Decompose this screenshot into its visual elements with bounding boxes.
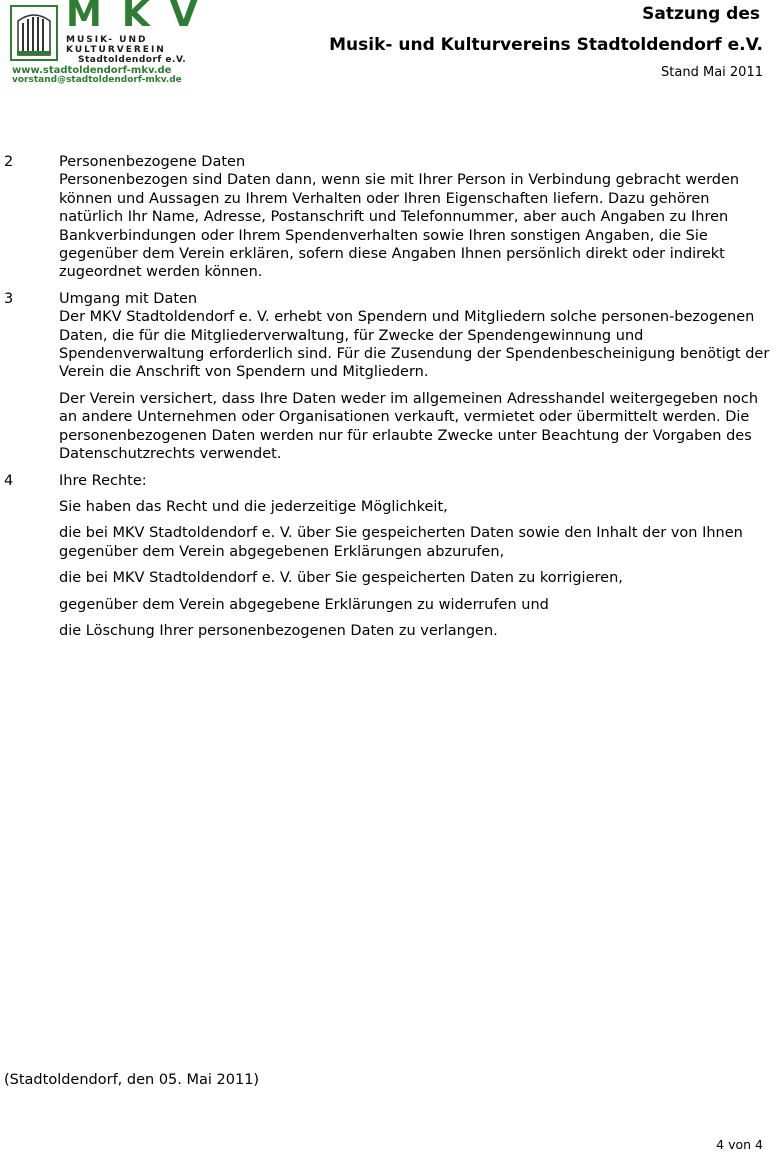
section-paragraph: die Löschung Ihrer personenbezogenen Daten zu verlangen.	[59, 622, 498, 639]
section-content	[59, 472, 770, 641]
document-title-line1: Satzung des	[642, 4, 760, 24]
logo-line-2: KULTURVEREIN	[66, 45, 166, 55]
page-number: 4 von 4	[716, 1137, 763, 1152]
section-paragraph: die bei MKV Stadtoldendorf e. V. über Sie gespeicherten Daten zu korrigieren,	[59, 570, 623, 587]
section-content	[59, 290, 770, 464]
section-4	[4, 472, 770, 641]
section-heading: Ihre Rechte:	[59, 472, 147, 489]
building-icon	[10, 5, 58, 61]
logo-website: www.stadtoldendorf-mkv.de	[12, 65, 172, 76]
document-body	[4, 153, 770, 648]
club-logo	[8, 0, 218, 85]
section-paragraph: Personenbezogen sind Daten dann, wenn sie mit Ihrer Person in Verbindung gebracht werden können und Aussagen zu Ihrem Verhalten oder Ihren Eigenschaften liefern. Dazu gehören natürlich Ihr Name, Adresse, Postanschrift und Telefonnummer, aber auch Angaben zu Ihren Bankverbindungen oder Ihrem Spendenverhalten sowie Ihren sonstigen Angaben, die Sie gegenüber dem Verein erklären, sofern diese Angaben Ihnen persönlich direkt oder indirekt zugeordnet werden können.	[59, 172, 740, 281]
section-content	[59, 153, 770, 282]
document-title-line2: Musik- und Kulturvereins Stadtoldendorf e.V.	[329, 35, 763, 55]
section-number: 3	[4, 290, 14, 307]
logo-letters: MKV	[66, 0, 218, 35]
logo-email: vorstand@stadtoldendorf-mkv.de	[12, 75, 182, 85]
section-2	[4, 153, 770, 282]
section-heading: Personenbezogene Daten	[59, 154, 246, 170]
section-paragraph: Der MKV Stadtoldendorf e. V. erhebt von Spendern und Mitgliedern solche personen-bezogenen Daten, die für die Mitgliederverwaltung, für Zwecke der Spendengewinnung und Spendenverwaltung erforderlich sind. Für die Zusendung der Spendenbescheinigung benötigt der Verein die Anschrift von Spendern und Mitgliedern.	[59, 309, 770, 381]
section-number: 2	[4, 154, 14, 170]
section-paragraph: die bei MKV Stadtoldendorf e. V. über Sie gespeicherten Daten sowie den Inhalt der von Ihnen gegenüber dem Verein abgegebenen Erklärungen abzurufen,	[59, 525, 743, 560]
logo-line-1: MUSIK- UND	[66, 35, 148, 45]
section-paragraph: gegenüber dem Verein abgegebene Erklärungen zu widerrufen und	[59, 596, 549, 613]
section-3	[4, 290, 770, 464]
place-and-date: (Stadtoldendorf, den 05. Mai 2011)	[4, 1072, 260, 1088]
section-paragraph: Der Verein versichert, dass Ihre Daten weder im allgemeinen Adresshandel weitergegeben noch an andere Unternehmen oder Organisationen verkauft, vermietet oder übermittelt werden. Die personenbezogenen Daten werden nur für erlaubte Zwecke unter Beachtung der Vorgaben des Datenschutzrechts verwendet.	[59, 390, 759, 463]
document-version: Stand Mai 2011	[661, 65, 763, 80]
section-paragraph: Sie haben das Recht und die jederzeitige Möglichkeit,	[59, 498, 448, 515]
section-number: 4	[4, 472, 14, 489]
section-heading: Umgang mit Daten	[59, 290, 198, 307]
logo-line-3: Stadtoldendorf e.V.	[78, 55, 187, 65]
